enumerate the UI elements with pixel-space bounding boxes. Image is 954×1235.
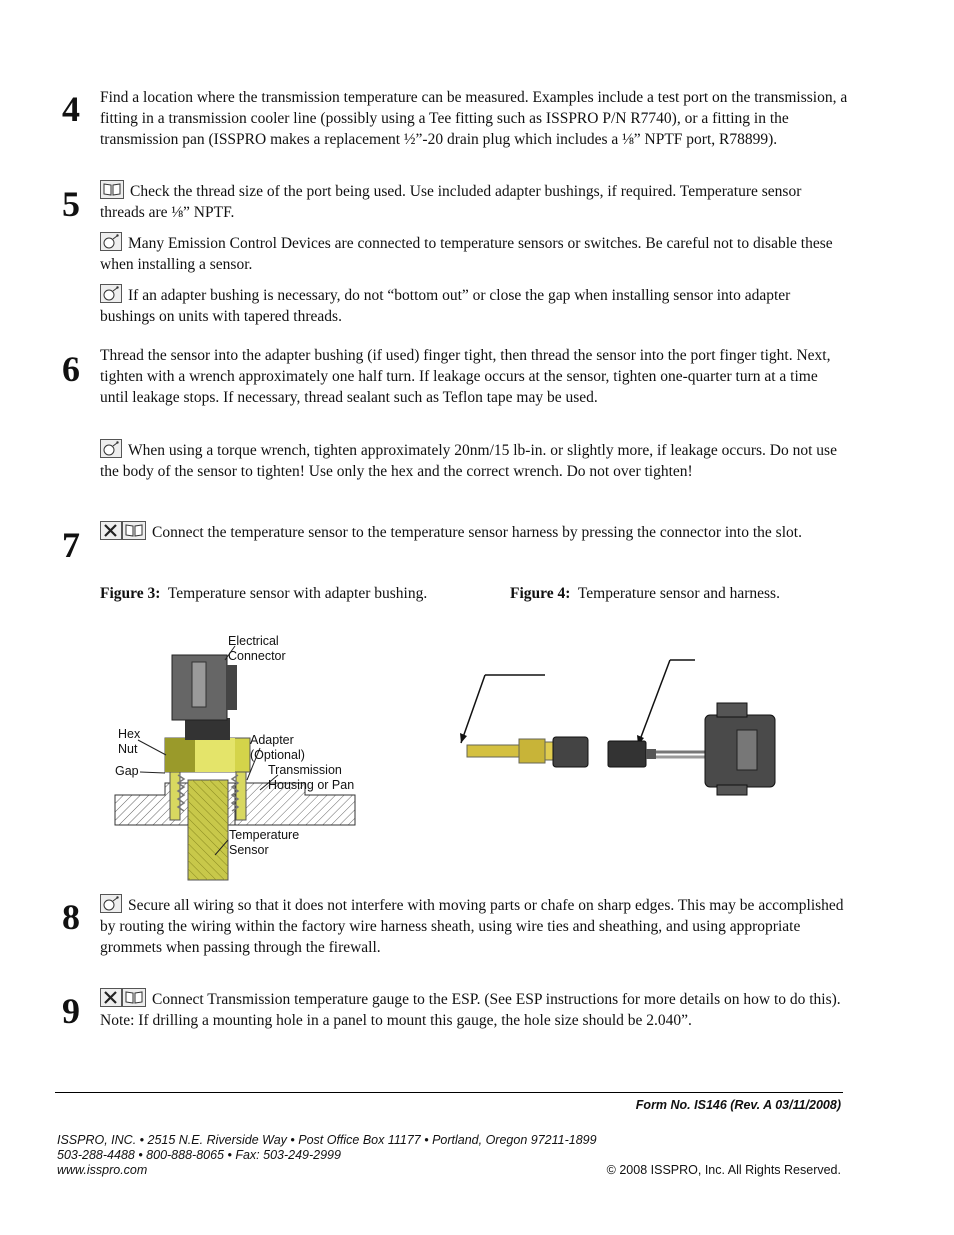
figure-4-caption (510, 583, 850, 604)
step-9-block (100, 988, 848, 1031)
step-8-text: Secure all wiring so that it does not interfere with moving parts or chafe on sharp edges. This may be accomplished by routing the wiring within the factory wire harness sheath, using wire ties and sheathing, and using appropriate grommets when passing through the firewall. (100, 897, 844, 956)
step-5-note-2 (100, 284, 848, 327)
step-number-4: 4 (62, 89, 80, 129)
footer-rule (55, 1092, 843, 1093)
step-9-text: Connect Transmission temperature gauge to the ESP. (See ESP instructions for more details on how to do this). Note: If drilling a mounting hole in a panel to mount this gauge, the hole size should be 2.040”. (100, 991, 841, 1029)
figure-4-caption-text: Temperature sensor and harness. (577, 585, 780, 602)
step-6-note-text: When using a torque wrench, tighten approximately 20nm/15 lb-in. or slightly more, if leakage occurs. Do not use the body of the sensor to tighten! Use only the hex and the correct wrench. Do not over tighten! (100, 442, 837, 480)
tools-icon (100, 988, 122, 1007)
step-number-7: 7 (62, 525, 80, 565)
step-5-text: Check the thread size of the port being used. Use included adapter bushings, if required. Temperature sensor threads are ⅛” NPTF. (100, 183, 802, 221)
footer-website[interactable]: www.isspro.com (57, 1163, 148, 1177)
callout-gap: Gap (115, 764, 139, 778)
step-7-text: Connect the temperature sensor to the temperature sensor harness by pressing the connector into the slot. (152, 524, 802, 541)
callout-hex-nut (118, 727, 140, 757)
footer-phone: 503-288-4488 • 800-888-8065 • Fax: 503-249-2999 (57, 1148, 341, 1162)
step-7-block (100, 521, 848, 543)
tools-icon (100, 521, 122, 540)
callout-transmission: Transmission (268, 763, 342, 777)
step-5-note-1 (100, 232, 848, 275)
callout-adapter (250, 733, 305, 763)
caution-bomb-icon (100, 284, 122, 303)
callout-connector: Connector (228, 649, 286, 663)
step-8-block (100, 894, 848, 958)
footer-copyright: © 2008 ISSPRO, Inc. All Rights Reserved. (606, 1163, 841, 1177)
figure-4-harness-diagram (455, 655, 785, 800)
step-5-note-1-text: Many Emission Control Devices are connected to temperature sensors or switches. Be careful not to disable these when installing a sensor. (100, 235, 833, 273)
manual-book-icon (100, 180, 124, 199)
callout-electrical-connector (228, 634, 286, 664)
step-5-block (100, 180, 848, 223)
manual-book-icon (122, 988, 146, 1007)
caution-bomb-icon (100, 439, 122, 458)
step-6-text: Thread the sensor into the adapter bushing (if used) finger tight, then thread the sensor into the port finger tight. Next, tighten with a wrench approximately one half turn. If leakage occurs at the sensor, tighten one-quarter turn at a time until leakage stops. If necessary, thread sealant such as Teflon tape may be used. (100, 347, 831, 406)
footer-address: ISSPRO, INC. • 2515 N.E. Riverside Way • Post Office Box 11177 • Portland, Oregon 97211-1899 (57, 1133, 597, 1147)
form-number: Form No. IS146 (Rev. A 03/11/2008) (635, 1098, 841, 1112)
callout-optional: (Optional) (250, 748, 305, 762)
caution-bomb-icon (100, 232, 122, 251)
step-number-6: 6 (62, 349, 80, 389)
step-number-5: 5 (62, 184, 80, 224)
callout-sensor: Sensor (229, 843, 269, 857)
manual-book-icon (122, 521, 146, 540)
step-5-note-2-text: If an adapter bushing is necessary, do not “bottom out” or close the gap when installing sensor into adapter bushings on units with tapered threads. (100, 287, 791, 325)
step-number-9: 9 (62, 991, 80, 1031)
figure-3-caption (100, 583, 440, 604)
callout-housing: Housing or Pan (268, 778, 355, 792)
caution-bomb-icon (100, 894, 122, 913)
figure-4-label: Figure 4: (510, 585, 571, 602)
step-6-note (100, 439, 848, 482)
callout-adapter-word: Adapter (250, 733, 294, 747)
callout-temperature-sensor (229, 828, 299, 858)
callout-electrical: Electrical (228, 634, 279, 648)
callout-temperature: Temperature (229, 828, 300, 842)
callout-nut: Nut (118, 742, 138, 756)
step-number-8: 8 (62, 897, 80, 937)
figure-3-label: Figure 3: (100, 585, 161, 602)
callout-transmission-housing (268, 763, 354, 793)
callout-hex: Hex (118, 727, 141, 741)
figure-3-caption-text: Temperature sensor with adapter bushing. (167, 585, 428, 602)
step-4-text: Find a location where the transmission temperature can be measured. Examples include a test port on the transmission, a fitting in a transmission cooler line (possibly using a Tee fitting such as ISSPRO P/N R7740), or a fitting in the transmission pan (ISSPRO makes a replacement ½”-20 drain plug which includes a ⅛” NPTF port, R78899). (100, 89, 848, 148)
